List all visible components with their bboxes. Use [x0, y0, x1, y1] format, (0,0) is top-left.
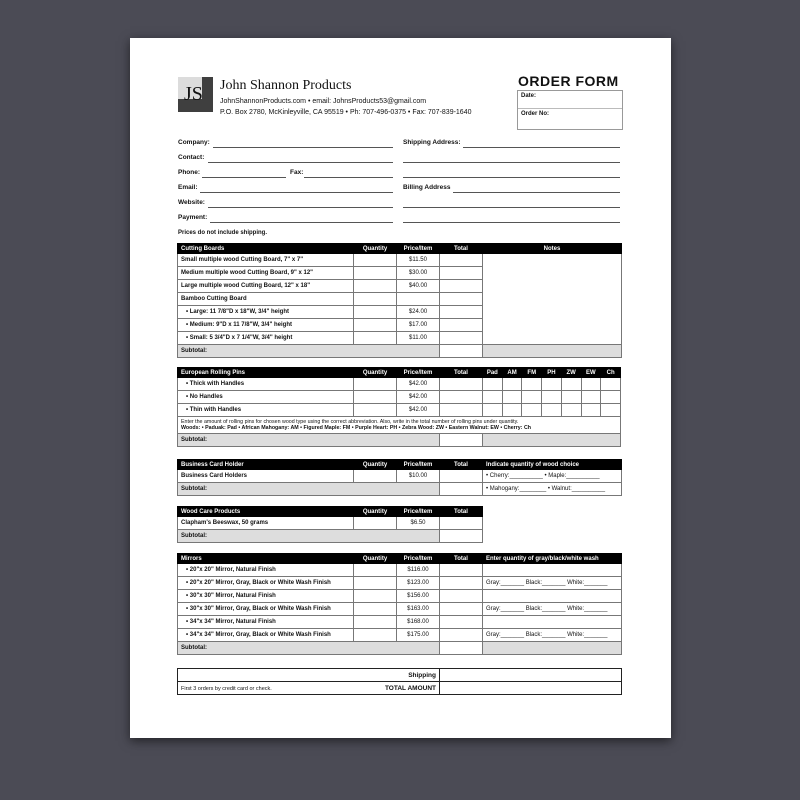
subtotal-cell[interactable]: [440, 434, 483, 447]
table-row: • 30"x 30" Mirror, Natural Finish $156.00: [178, 590, 622, 603]
order-number-field[interactable]: Order No:: [521, 111, 550, 117]
email-label: Email:: [178, 184, 198, 191]
table-row: • No Handles $42.00: [178, 391, 621, 404]
contact-line-address: P.O. Box 2780, McKinleyville, CA 95519 • Ph: 707-496-0375 • Fax: 707-839-1640: [220, 109, 472, 116]
quantity-cell[interactable]: [354, 332, 397, 345]
contact-field[interactable]: [208, 162, 393, 163]
table-row: Business Card Holders $10.00 • Cherry:__________ • Maple:__________: [178, 470, 622, 483]
table-row: Large multiple wood Cutting Board, 12" x 18" $40.00: [178, 280, 622, 293]
wood-care-header: Wood Care Products: [178, 507, 354, 517]
date-field[interactable]: Date:: [518, 91, 622, 109]
table-row: Clapham's Beeswax, 50 grams $6.50: [178, 517, 483, 530]
company-name: John Shannon Products: [220, 78, 352, 93]
fax-label: Fax:: [290, 169, 304, 176]
billing-address-field[interactable]: [453, 192, 620, 193]
total-header: Total: [440, 244, 483, 254]
phone-field[interactable]: [202, 177, 286, 178]
mirrors-header: Mirrors: [178, 554, 354, 564]
shipping-address-line2[interactable]: [403, 162, 620, 163]
shipping-amount-field[interactable]: [440, 669, 622, 682]
totals-table: [177, 668, 622, 695]
total-cell[interactable]: [440, 267, 483, 280]
table-row: • 34"x 34" Mirror, Gray, Black or White Wash Finish $175.00 Gray:_______ Black:_______ White:_______: [178, 629, 622, 642]
rolling-pins-table: European Rolling Pins Quantity Price/Item Total Pad AM FM PH ZW EW Ch • Thick with Handles $42.00 • No Handles $42.00 • Thin with Handles $42.00 Enter the amount of rolling pins for chosen wood type using the correct abbreviation. Also, write in the total number of rolling pins under quantity. Woods: • Paduak: Pad • African Mahogany: AM • Figured Maple: FM • Purple Heart: PH • Zebra Wood: ZW • Eastern Walnut: EW • Cherry: Ch Subtotal:: [177, 367, 621, 447]
billing-address-label: Billing Address: [403, 184, 451, 191]
total-amount-field[interactable]: [440, 682, 622, 695]
table-row: • Thick with Handles $42.00: [178, 378, 621, 391]
table-row: • 20"x 20" Mirror, Natural Finish $116.00: [178, 564, 622, 577]
order-info-box: [517, 90, 623, 130]
quantity-cell[interactable]: [354, 319, 397, 332]
table-row: • Medium: 9"D x 11 7/8"W, 3/4" height $17.00: [178, 319, 622, 332]
total-cell[interactable]: [440, 254, 483, 267]
quantity-cell[interactable]: [354, 306, 397, 319]
table-row: Medium multiple wood Cutting Board, 9" x 12" $30.00: [178, 267, 622, 280]
order-form-page: [130, 38, 671, 738]
quantity-cell[interactable]: [354, 267, 397, 280]
cutting-boards-table: [177, 243, 622, 358]
shipping-label: Shipping: [178, 669, 440, 682]
js-logo: JS: [178, 77, 213, 112]
table-row: • 34"x 34" Mirror, Natural Finish $168.00: [178, 616, 622, 629]
rolling-pins-header: European Rolling Pins: [178, 368, 354, 378]
total-cell[interactable]: [440, 306, 483, 319]
card-holder-table: Business Card Holder Quantity Price/Item Total Indicate quantity of wood choice Business Card Holders $10.00 • Cherry:__________ • Maple:__________ Subtotal: • Mahogany:________ • Walnut:__________: [177, 459, 622, 496]
contact-label: Contact:: [178, 154, 205, 161]
quantity-cell[interactable]: [354, 254, 397, 267]
billing-address-line3[interactable]: [403, 222, 620, 223]
billing-address-line2[interactable]: [403, 207, 620, 208]
table-row: • Small: 5 3/4"D x 7 1/4"W, 3/4" height $11.00: [178, 332, 622, 345]
table-row: Small multiple wood Cutting Board, 7" x 7" $11.50: [178, 254, 622, 267]
total-cell[interactable]: [440, 319, 483, 332]
email-field[interactable]: [200, 192, 393, 193]
cutting-boards-header: Cutting Boards: [178, 244, 354, 254]
table-row: • 20"x 20" Mirror, Gray, Black or White Wash Finish $123.00 Gray:_______ Black:_______ White:_______: [178, 577, 622, 590]
table-row: • 30"x 30" Mirror, Gray, Black or White Wash Finish $163.00 Gray:_______ Black:_______ White:_______: [178, 603, 622, 616]
card-holder-header: Business Card Holder: [178, 460, 354, 470]
shipping-address-label: Shipping Address:: [403, 139, 461, 146]
totals-footer: First 3 orders by credit card or check. TOTAL AMOUNT: [178, 682, 440, 695]
shipping-note: Prices do not include shipping.: [178, 230, 268, 236]
price-header: Price/Item: [397, 244, 440, 254]
notes-header: Notes: [483, 244, 622, 254]
total-cell[interactable]: [440, 332, 483, 345]
website-label: Website:: [178, 199, 205, 206]
fax-field[interactable]: [304, 177, 393, 178]
table-row: • Large: 11 7/8"D x 18"W, 3/4" height $24.00: [178, 306, 622, 319]
quantity-header: Quantity: [354, 244, 397, 254]
total-cell[interactable]: [440, 280, 483, 293]
phone-label: Phone:: [178, 169, 201, 176]
table-row: • Thin with Handles $42.00: [178, 404, 621, 417]
website-field[interactable]: [208, 207, 393, 208]
subtotal-label: Subtotal:: [178, 345, 440, 358]
company-field[interactable]: [213, 147, 393, 148]
wood-care-table: Wood Care Products Quantity Price/Item Total Clapham's Beeswax, 50 grams $6.50 Subtotal:: [177, 506, 483, 543]
contact-line-web: JohnShannonProducts.com • email: JohnsProducts53@gmail.com: [220, 98, 427, 105]
shipping-address-line3[interactable]: [403, 177, 620, 178]
order-form-title: ORDER FORM: [518, 73, 619, 89]
quantity-cell[interactable]: [354, 280, 397, 293]
mirrors-table: Mirrors Quantity Price/Item Total Enter quantity of gray/black/white wash • 20"x 20" Mirror, Natural Finish $116.00 • 20"x 20" Mirror, Gray, Black or White Wash Finish $123.00 Gray:_______ Black:_______ White:_______ • 30"x 30" Mirror, Natural Finish $156.00 • 30"x 30" Mirror, Gray, Black or White Wash Finish $163.00 Gray:_______ Black:_______ White:_______ • 34"x 34" Mirror, Natural Finish $168.00 • 34"x 34" Mirror, Gray, Black or White Wash Finish $175.00 Gray:_______ Black:_______ White:_______ Subtotal:: [177, 553, 622, 655]
rolling-pin-instructions: Enter the amount of rolling pins for chosen wood type using the correct abbreviation. Also, write in the total number of rolling pins under quantity. Woods: • Paduak: Pad • African Mahogany: AM • Figured Maple: FM • Purple Heart: PH • Zebra Wood: ZW • Eastern Walnut: EW • Cherry: Ch: [178, 417, 621, 434]
shipping-address-field[interactable]: [463, 147, 620, 148]
subtotal-cell[interactable]: [440, 345, 483, 358]
table-row: Bamboo Cutting Board: [178, 293, 622, 306]
payment-field[interactable]: [210, 222, 393, 223]
company-label: Company:: [178, 139, 210, 146]
notes-cell[interactable]: [483, 254, 622, 345]
payment-label: Payment:: [178, 214, 208, 221]
